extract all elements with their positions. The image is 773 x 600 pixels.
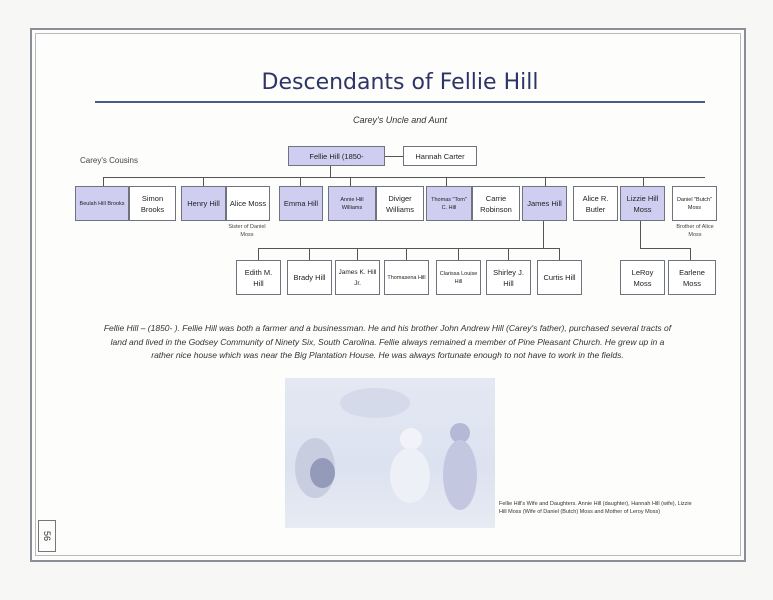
person-brady-hill <box>287 260 332 295</box>
note-alice-moss: Sister of Daniel Moss <box>228 224 266 238</box>
person-curtis-hill <box>537 260 582 295</box>
person-hannah-carter <box>403 146 477 166</box>
person-name: Fellie Hill (1850- <box>309 151 364 161</box>
person-name: Carrie Robinson <box>480 193 512 214</box>
person-name: Alice R. Butler <box>582 193 609 214</box>
title-divider <box>95 101 705 103</box>
parents-connector <box>385 156 403 157</box>
child-tick <box>103 177 104 186</box>
grandchildren-rail <box>258 248 560 249</box>
person-alice-moss <box>226 186 270 221</box>
page-number-box <box>38 520 56 552</box>
person-beulah-hill-brooks <box>75 186 129 221</box>
person-name: Henry Hill <box>187 199 220 208</box>
person-name: Daniel "Butch" Moss <box>676 196 713 211</box>
child-tick <box>203 177 204 186</box>
person-name: Beulah Hill Brooks <box>79 200 125 207</box>
grandchild-tick <box>508 248 509 260</box>
person-thomasena-hill <box>384 260 429 295</box>
grandchild-tick <box>559 248 560 260</box>
person-henry-hill <box>181 186 226 221</box>
person-james-k-hill-jr <box>335 260 380 295</box>
lizzie-drop <box>640 221 641 248</box>
person-clarissa-hill <box>436 260 481 295</box>
person-name: Hannah Carter <box>415 151 465 161</box>
person-annie-hill-williams <box>328 186 376 221</box>
grandchild-tick <box>309 248 310 260</box>
person-james-hill <box>522 186 567 221</box>
person-name: Curtis Hill <box>543 273 576 282</box>
family-photo <box>285 378 495 528</box>
person-name: Clarissa Louise Hill <box>439 270 478 285</box>
person-carrie-robinson <box>472 186 520 221</box>
person-lizzie-hill-moss <box>620 186 665 221</box>
person-alice-butler <box>573 186 618 221</box>
person-leroy-moss <box>620 260 665 295</box>
child-tick <box>446 177 447 186</box>
grandchild-tick <box>357 248 358 260</box>
person-edith-hill <box>236 260 281 295</box>
grandchild-tick <box>690 248 691 260</box>
biography-paragraph: Fellie Hill – (1850- ). Fellie Hill was both a farmer and a businessman. He and his brother John Andrew Hill (Carey's father), purchased several tracts of land and lived in the Godsey Community of Ninety Six, South Carolina. Fellie always remained a member of Pine Pleasant Church. He grew up in a rather nice house which was near the Big Plantation House. He was always fortunate enough to not have to work in the fields. <box>103 323 672 360</box>
child-tick <box>643 177 644 186</box>
james-drop <box>543 221 544 248</box>
person-name: Thomas "Tom" C. Hill <box>431 196 467 211</box>
person-name: Edith M. Hill <box>244 267 273 288</box>
children-rail <box>103 177 705 178</box>
person-shirley-hill <box>486 260 531 295</box>
note-daniel-moss: Brother of Alice Moss <box>676 224 714 238</box>
person-earlene-moss <box>668 260 716 295</box>
person-name: Shirley J. Hill <box>493 267 524 288</box>
person-name: Emma Hill <box>283 199 319 208</box>
page-title: Descendants of Fellie Hill <box>261 70 539 95</box>
person-diviger-williams <box>376 186 424 221</box>
person-simon-brooks <box>129 186 176 221</box>
child-tick <box>545 177 546 186</box>
cousins-label: Carey's Cousins <box>80 156 138 165</box>
person-name: Lizzie Hill Moss <box>626 193 659 214</box>
person-name: Brady Hill <box>293 273 326 282</box>
person-name: Alice Moss <box>229 199 267 208</box>
person-thomas-hill <box>426 186 472 221</box>
person-name: Diviger Williams <box>386 193 414 214</box>
person-daniel-moss <box>672 186 717 221</box>
grandchild-tick <box>258 248 259 260</box>
lizzie-rail <box>640 248 690 249</box>
person-name: Annie Hill Williams <box>340 196 364 211</box>
child-tick <box>350 177 351 186</box>
page-number: 56 <box>41 530 52 542</box>
photo-caption: Fellie Hill's Wife and Daughters. Annie Hill (daughter), Hannah Hill (wife), Lizzie Hill Moss (Wife of Daniel (Butch) Moss and Mother of Leroy Moss) <box>499 501 692 515</box>
person-name: LeRoy Moss <box>631 267 654 288</box>
parents-caption: Carey's Uncle and Aunt <box>353 115 447 125</box>
person-emma-hill <box>279 186 323 221</box>
person-name: Earlene Moss <box>679 267 705 288</box>
grandchild-tick <box>458 248 459 260</box>
parent-drop <box>330 165 331 177</box>
person-name: James K. Hill Jr. <box>338 268 377 287</box>
grandchild-tick <box>406 248 407 260</box>
person-name: Thomasena Hill <box>387 274 426 281</box>
child-tick <box>300 177 301 186</box>
person-name: Simon Brooks <box>140 193 165 214</box>
person-name: James Hill <box>527 199 562 208</box>
person-fellie-hill <box>288 146 385 166</box>
